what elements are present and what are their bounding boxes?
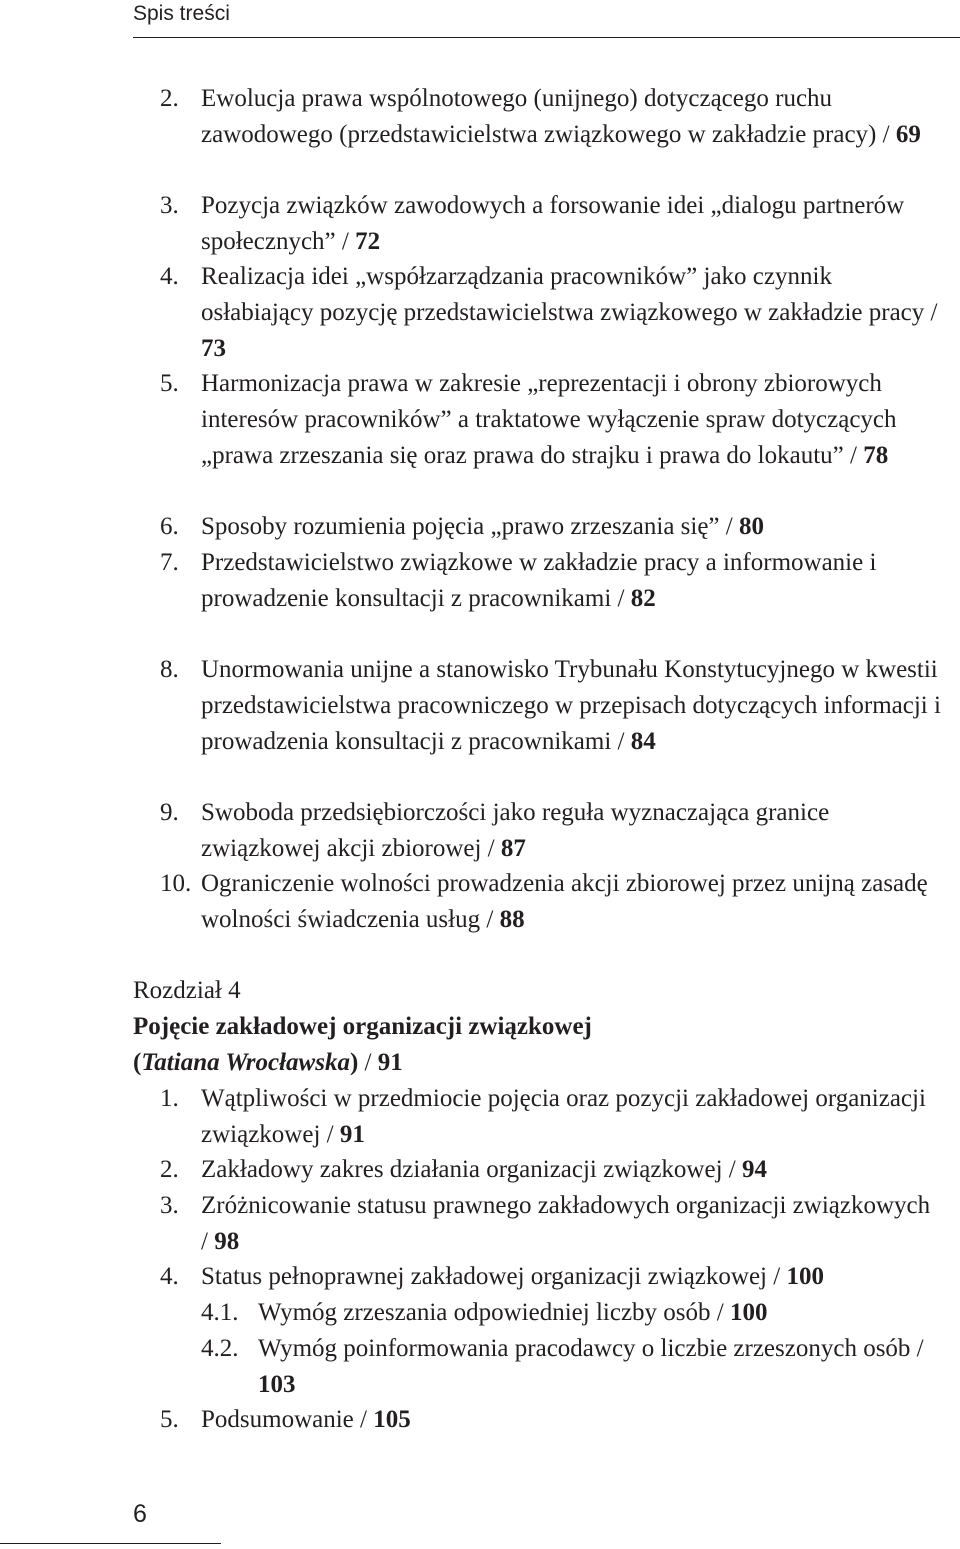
toc-subentry[interactable]	[201, 1295, 938, 1331]
entry-text: Harmonizacja prawa w zakresie „reprezentacji i obrony zbiorowych interesów pracowników” a traktatowe wyłączenie spraw dotyczących „prawa zrzeszania się oraz prawa do strajku i prawa do lokautu” /	[201, 370, 897, 469]
entry-page: 94	[741, 1156, 767, 1183]
entry-page: 87	[500, 835, 526, 862]
entry-page: 73	[201, 335, 226, 362]
toc-entry[interactable]	[160, 366, 941, 474]
chapter-label: Rozdział 4	[133, 977, 241, 1004]
entry-number: 2.	[160, 85, 179, 112]
toc-subentry[interactable]	[201, 1331, 938, 1403]
entry-text: Podsumowanie /	[201, 1406, 374, 1433]
entry-number: 3.	[160, 1192, 179, 1219]
entry-number: 10.	[160, 870, 192, 897]
entry-page: 78	[863, 442, 889, 469]
toc-entry[interactable]	[160, 1188, 941, 1260]
toc-entry[interactable]	[160, 1152, 941, 1188]
toc-entry[interactable]	[160, 188, 941, 260]
toc-entry[interactable]	[160, 795, 941, 867]
header-rule	[133, 37, 960, 38]
toc-entry[interactable]	[160, 866, 941, 938]
toc-entry[interactable]	[160, 1259, 941, 1295]
entry-page: 98	[214, 1228, 240, 1255]
entry-number: 4.	[160, 263, 179, 290]
toc-entry[interactable]	[160, 259, 941, 367]
entry-number: 3.	[160, 192, 179, 219]
page-separator: /	[358, 1049, 378, 1076]
entry-page: 80	[738, 513, 764, 540]
author-close-paren: )	[349, 1049, 359, 1076]
entry-number: 7.	[160, 549, 179, 576]
entry-text: Ewolucja prawa wspólnotowego (unijnego) dotyczącego ruchu zawodowego (przedstawicielstwa związkowego w zakładzie pracy) /	[201, 85, 896, 148]
entry-text: Wymóg poinformowania pracodawcy o liczbie zrzeszonych osób /	[258, 1335, 924, 1362]
entry-page: 100	[729, 1299, 768, 1326]
entry-text: Zakładowy zakres działania organizacji związkowej /	[201, 1156, 742, 1183]
entry-number: 1.	[160, 1085, 179, 1112]
entry-number: 9.	[160, 799, 179, 826]
running-header: Spis treści	[133, 2, 230, 25]
entry-text: Przedstawicielstwo związkowe w zakładzie pracy a informowanie i prowadzenie konsultacji z pracownikami /	[201, 549, 877, 612]
entry-text: Wymóg zrzeszania odpowiedniej liczby osób /	[258, 1299, 730, 1326]
entry-number: 5.	[160, 370, 179, 397]
entry-number: 8.	[160, 656, 179, 683]
entry-number: 4.	[160, 1263, 179, 1290]
toc-entry[interactable]	[160, 1402, 941, 1438]
toc-entry[interactable]	[160, 652, 941, 760]
page-number: 6	[133, 1500, 147, 1528]
entry-page: 88	[499, 906, 525, 933]
chapter-title: Pojęcie zakładowej organizacji związkowej	[133, 1013, 592, 1040]
entry-page: 72	[355, 228, 381, 255]
chapter-page: 91	[377, 1049, 403, 1076]
entry-text: Status pełnoprawnej zakładowej organizacji związkowej /	[201, 1263, 787, 1290]
toc-entry[interactable]	[160, 81, 941, 153]
chapter-heading[interactable]	[133, 973, 933, 1081]
entry-text: Wątpliwości w przedmiocie pojęcia oraz pozycji zakładowej organizacji związkowej /	[201, 1085, 926, 1148]
entry-text: Sposoby rozumienia pojęcia „prawo zrzeszania się” /	[201, 513, 739, 540]
entry-page: 105	[373, 1406, 411, 1433]
entry-page: 103	[258, 1371, 296, 1398]
author-open-paren: (	[133, 1049, 142, 1076]
entry-text: Pozycja związków zawodowych a forsowanie idei „dialogu partnerów społecznych” /	[201, 192, 905, 255]
entry-page: 69	[895, 121, 921, 148]
toc-entry[interactable]	[160, 509, 941, 545]
entry-number: 2.	[160, 1156, 179, 1183]
footer-rule	[0, 1543, 221, 1544]
chapter-author-line	[133, 1045, 933, 1081]
entry-number: 4.2.	[201, 1335, 239, 1362]
entry-page: 84	[630, 728, 656, 755]
entry-text: Unormowania unijne a stanowisko Trybunału Konstytucyjnego w kwestii przedstawicielstwa pracowniczego w przepisach dotyczących informacji i prowadzenia konsultacji z pracownikami /	[201, 656, 941, 755]
entry-text: Ograniczenie wolności prowadzenia akcji zbiorowej przez unijną zasadę wolności świadczenia usług /	[201, 870, 928, 933]
entry-number: 6.	[160, 513, 179, 540]
entry-text: Zróżnicowanie statusu prawnego zakładowych organizacji związkowych /	[201, 1192, 931, 1255]
entry-page: 91	[339, 1121, 365, 1148]
toc-entry[interactable]	[160, 545, 941, 617]
entry-page: 100	[786, 1263, 824, 1290]
toc-entry[interactable]	[160, 1081, 941, 1153]
entry-number: 4.1.	[201, 1299, 239, 1326]
chapter-author: Tatiana Wrocławska	[141, 1049, 350, 1076]
entry-text: Swoboda przedsiębiorczości jako reguła wyznaczająca granice związkowej akcji zbiorowej /	[201, 799, 830, 862]
entry-text: Realizacja idei „współzarządzania pracowników” jako czynnik osłabiający pozycję przedstawicielstwa związkowego w zakładzie pracy /	[201, 263, 938, 326]
entry-page: 82	[630, 585, 656, 612]
entry-number: 5.	[160, 1406, 179, 1433]
